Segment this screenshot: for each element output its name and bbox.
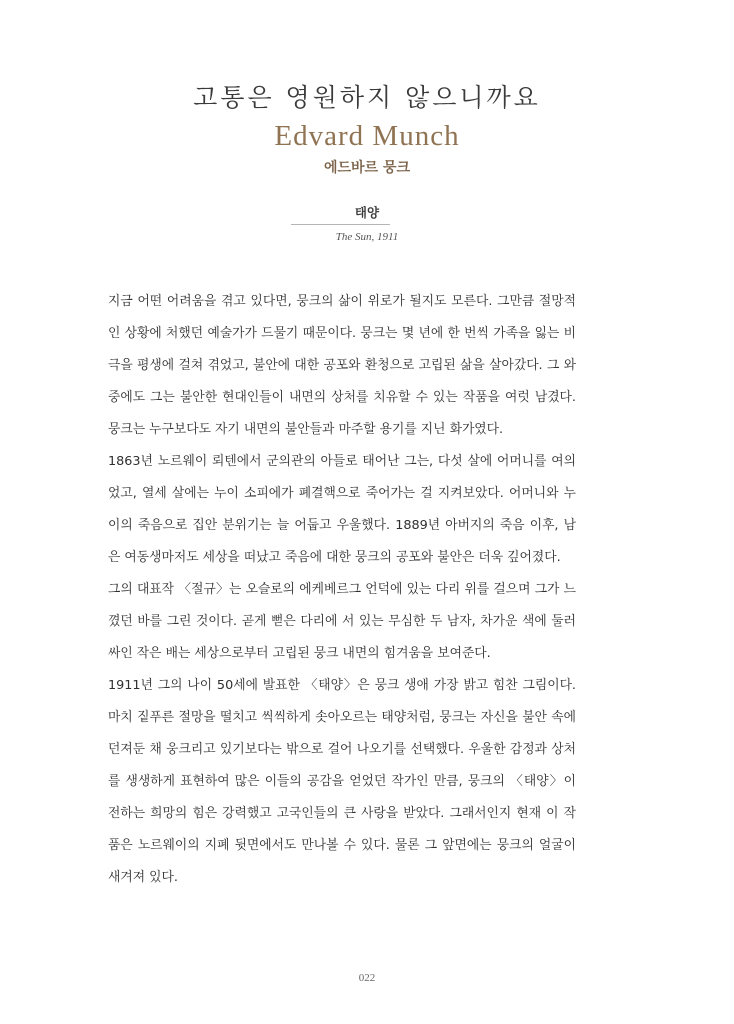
body-text <box>108 286 576 894</box>
page-number: 022 <box>358 972 376 984</box>
artist-name-ko: 에드바르 뭉크 <box>323 160 411 176</box>
work-title-en: The Sun, 1911 <box>335 231 399 243</box>
paragraph: 그의 대표작 〈절규〉는 오슬로의 에케베르그 언덕에 있는 다리 위를 걸으며 그가 느꼈던 바를 그린 것이다. 곧게 뻗은 다리에 서 있는 무심한 두 남자, 차가운 색에 둘러싸인 작은 배는 세상으로부터 고립된 뭉크 내면의 힘겨움을 보여준다. <box>108 582 576 661</box>
work-title-ko: 태양 <box>354 205 380 220</box>
paragraph: 1863년 노르웨이 뢰텐에서 군의관의 아들로 태어난 그는, 다섯 살에 어머니를 여의었고, 열세 살에는 누이 소피에가 폐결핵으로 죽어가는 걸 지켜보았다. 어머니와 누이의 죽음으로 집안 분위기는 늘 어둡고 우울했다. 1889년 아버지의 죽음 이후, 남은 여동생마저도 세상을 떠났고 죽음에 대한 뭉크의 공포와 불안은 더욱 깊어졌다. <box>108 454 576 565</box>
paragraph: 지금 어떤 어려움을 겪고 있다면, 뭉크의 삶이 위로가 될지도 모른다. 그만큼 절망적인 상황에 처했던 예술가가 드물기 때문이다. 뭉크는 몇 년에 한 번씩 가족을 잃는 비극을 평생에 걸쳐 겪었고, 불안에 대한 공포와 환청으로 고립된 삶을 살아갔다. 그 와중에도 그는 불안한 현대인들이 내면의 상처를 치유할 수 있는 작품을 여럿 남겼다. 뭉크는 누구보다도 자기 내면의 불안들과 마주할 용기를 지닌 화가였다. <box>108 294 576 437</box>
paragraph: 1911년 그의 나이 50세에 발표한 〈태양〉은 뭉크 생애 가장 밝고 힘찬 그림이다. 마치 짙푸른 절망을 떨치고 씩씩하게 솟아오르는 태양처럼, 뭉크는 자신을 불안 속에 던져둔 채 웅크리고 있기보다는 밖으로 걸어 나오기를 선택했다. 우울한 감정과 상처를 생생하게 표현하여 많은 이들의 공감을 얻었던 작가인 만큼, 뭉크의 〈태양〉이 전하는 희망의 힘은 강력했고 고국인들의 큰 사랑을 받았다. 그래서인지 현재 이 작품은 노르웨이의 지폐 뒷면에서도 만나볼 수 있다. 물론 그 앞면에는 뭉크의 얼굴이 새겨져 있다. <box>108 678 576 885</box>
work-title-divider <box>291 224 390 225</box>
book-title: 고통은 영원하지 않으니까요 <box>193 83 541 112</box>
artist-name-en: Edvard Munch <box>274 120 460 152</box>
